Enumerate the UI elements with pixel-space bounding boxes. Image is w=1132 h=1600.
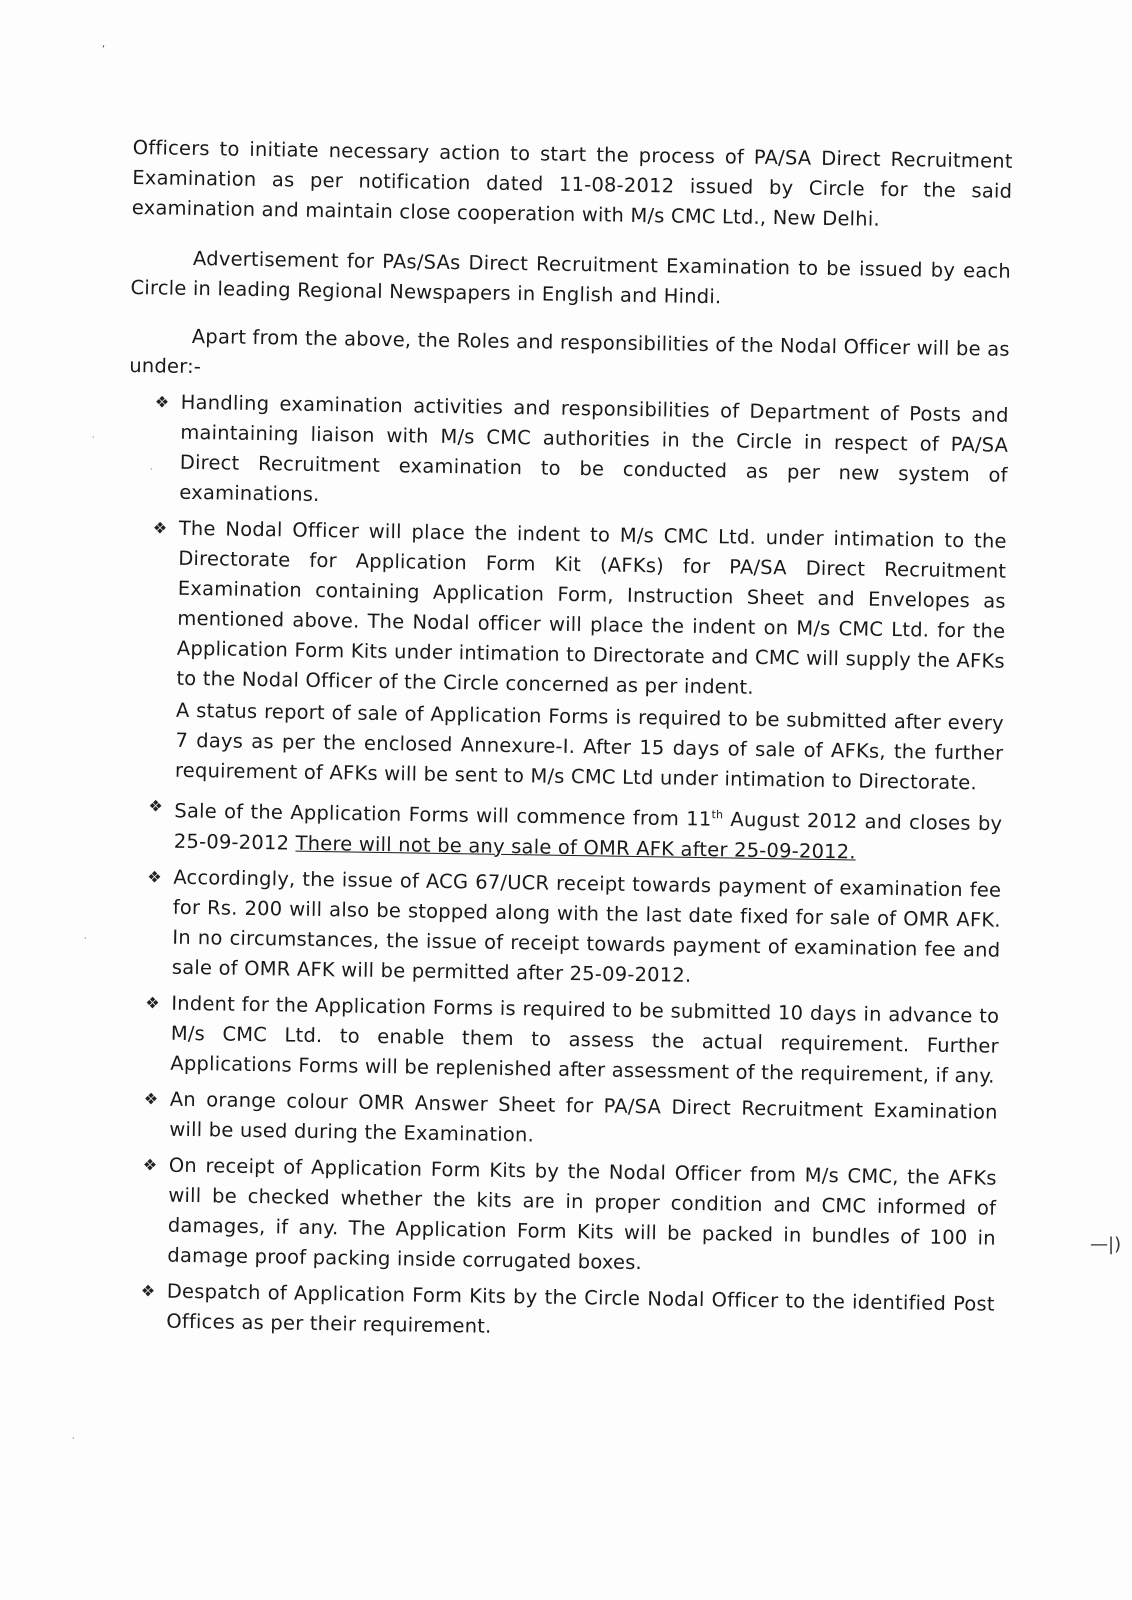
bullet-text: Indent for the Application Forms is required to be submitted 10 days in advance to M/s CMC Ltd. to enable them to assess the actual requirement. Further Applications Forms will be replenished after assessment of the requirement, if any. <box>170 991 1000 1088</box>
bullet-text: The Nodal Officer will place the indent to M/s CMC Ltd. under intimation to the Directorate for Application Form Kit (AFKs) for PA/SA Direct Recruitment Examination containing Application Form, Instruction Sheet and Envelopes as mentioned above. The Nodal officer will place the indent on M/s CMC Ltd. for the Application Form Kits under intimation to Directorate and CMC will supply the AFKs to the Nodal Officer of the Circle concerned as per indent. <box>176 516 1007 699</box>
bullet-text <box>174 792 1003 869</box>
margin-mark-text: —|) <box>1090 1234 1122 1255</box>
paragraph-advertisement: Advertisement for PAs/SAs Direct Recruitment Examination to be issued by each Circle in leading Regional Newspapers in English and Hindi. <box>130 246 1012 309</box>
margin-pen-marks <box>1090 1232 1122 1258</box>
paragraph-officers: Officers to initiate necessary action to start the process of PA/SA Direct Recruitment Examination as per notification dated 11-08-2012 issued by Circle for the said examination and maintain close cooperation with M/s CMC Ltd., New Delhi. <box>131 135 1013 231</box>
list-item <box>120 861 1002 995</box>
responsibilities-list <box>114 387 1009 1349</box>
diamond-bullet-icon: ❖ <box>148 796 163 816</box>
list-item <box>117 1083 998 1157</box>
bullet-text: Despatch of Application Form Kits by the Circle Nodal Officer to the identified Post Offices as per their requirement. <box>166 1279 995 1338</box>
list-item <box>123 513 1007 799</box>
diamond-bullet-icon: ❖ <box>142 1154 158 1175</box>
scan-speck: · <box>92 433 95 442</box>
ordinal-suffix: th <box>711 808 724 822</box>
diamond-bullet-icon: ❖ <box>147 866 162 887</box>
diamond-bullet-icon: ❖ <box>154 392 170 412</box>
list-item <box>114 1275 995 1349</box>
diamond-bullet-icon: ❖ <box>152 518 168 538</box>
diamond-bullet-icon: ❖ <box>143 1088 159 1109</box>
list-item <box>127 387 1009 521</box>
status-report-text: A status report of sale of Application Forms is required to be submitted after every 7 days as per the enclosed Annexure-I. After 15 days of sale of AFKs, the further requirement of AFKs will be sent to M/s CMC Ltd under intimation to Directorate. <box>174 698 1005 795</box>
scan-speck: · <box>150 465 153 474</box>
list-item <box>122 791 1003 869</box>
list-item <box>118 987 999 1091</box>
bullet-text: On receipt of Application Form Kits by the Nodal Officer from M/s CMC, the AFKs will be checked whether the kits are in proper condition and CMC informed of damages, if any. The Application Form Kits will be packed in bundles of 100 in damage proof packing inside corrugated boxes. <box>167 1153 997 1274</box>
underlined-notice: There will not be any sale of OMR AFK after 25-09-2012. <box>295 831 856 863</box>
scan-speck: · <box>72 1434 75 1443</box>
paragraph-roles-intro: Apart from the above, the Roles and responsibilities of the Nodal Officer will be as under:- <box>129 324 1010 379</box>
document-body <box>114 133 1013 1349</box>
bullet-text: An orange colour OMR Answer Sheet for PA/SA Direct Recruitment Examination will be used during the Examination. <box>169 1087 998 1146</box>
diamond-bullet-icon: ❖ <box>145 992 160 1013</box>
list-item <box>115 1149 997 1283</box>
scan-speck: ‘ <box>102 44 106 55</box>
bullet-text: Handling examination activities and responsibilities of Department of Posts and maintaining liaison with M/s CMC authorities in the Circle in respect of PA/SA Direct Recruitment examination to be conducted as per new system of examinations. <box>179 390 1009 506</box>
bullet-text: Accordingly, the issue of ACG 67/UCR receipt towards payment of examination fee for Rs. 200 will also be stopped along with the last date fixed for sale of OMR AFK. In no circumstances, the issue of receipt towards payment of examination fee and sale of OMR AFK will be permitted after 25-09-2012. <box>171 865 1002 987</box>
sale-text-mid: August 2012 and closes by 25-09-2012 <box>173 807 1003 855</box>
sale-text-pre: Sale of the Application Forms will commence from 11 <box>174 799 712 831</box>
diamond-bullet-icon: ❖ <box>140 1280 156 1300</box>
scan-speck: · <box>84 934 87 943</box>
